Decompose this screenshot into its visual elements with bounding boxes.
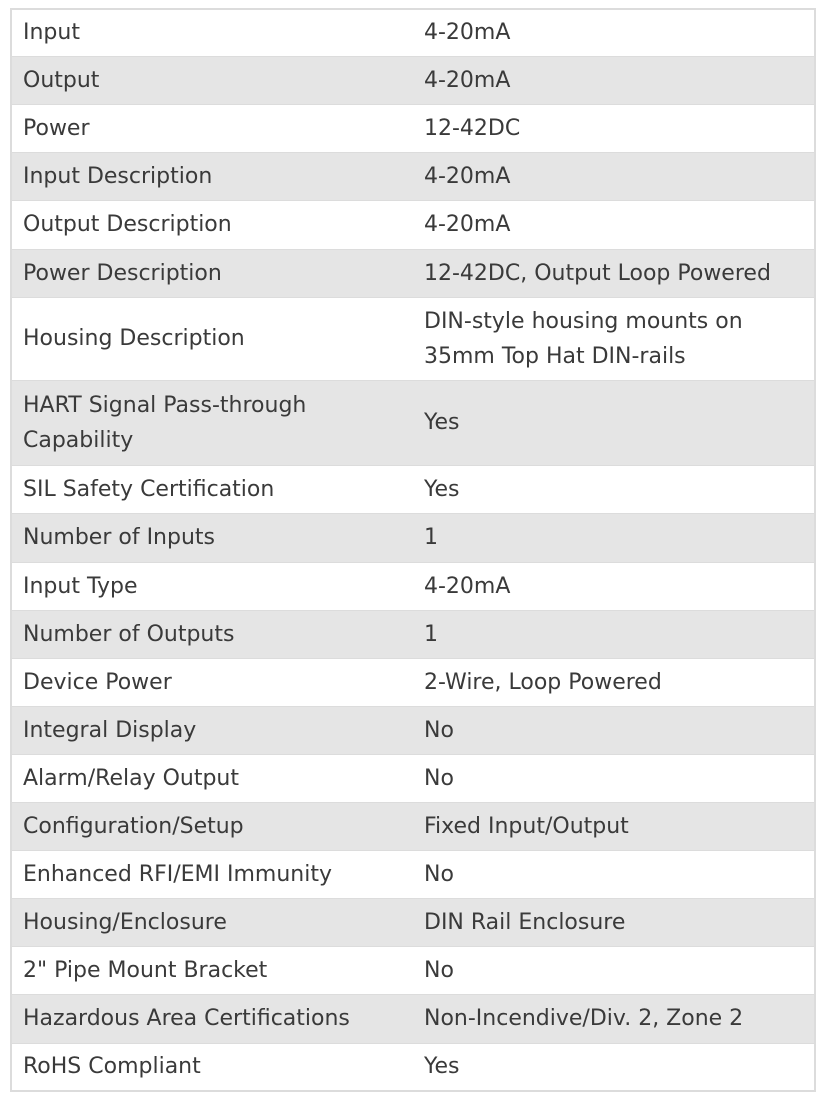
- spec-label: Output: [11, 56, 413, 104]
- spec-row: [11, 9, 815, 56]
- spec-value: DIN-style housing mounts on 35mm Top Hat DIN-rails: [413, 297, 815, 380]
- spec-label: Alarm/Relay Output: [11, 754, 413, 802]
- spec-value: Non-Incendive/Div. 2, Zone 2: [413, 994, 815, 1043]
- spec-value: 12-42DC, Output Loop Powered: [413, 249, 815, 297]
- spec-row: [11, 658, 815, 706]
- spec-value: 1: [413, 610, 815, 658]
- spec-row: [11, 200, 815, 249]
- spec-row: [11, 850, 815, 898]
- spec-label: Input: [11, 9, 413, 56]
- spec-value: 2-Wire, Loop Powered: [413, 658, 815, 706]
- spec-value: 1: [413, 513, 815, 562]
- spec-row: [11, 152, 815, 200]
- spec-row: [11, 802, 815, 850]
- spec-row: [11, 754, 815, 802]
- spec-row: [11, 104, 815, 152]
- spec-row: [11, 1043, 815, 1091]
- spec-value: No: [413, 850, 815, 898]
- spec-label: Input Type: [11, 562, 413, 610]
- spec-label: Housing Description: [11, 297, 413, 380]
- spec-row: [11, 513, 815, 562]
- spec-label: Power Description: [11, 249, 413, 297]
- spec-row: [11, 706, 815, 754]
- spec-row: [11, 610, 815, 658]
- spec-value: Yes: [413, 1043, 815, 1091]
- spec-row: [11, 562, 815, 610]
- spec-value: DIN Rail Enclosure: [413, 898, 815, 946]
- spec-label: Integral Display: [11, 706, 413, 754]
- spec-row: [11, 898, 815, 946]
- spec-value: 12-42DC: [413, 104, 815, 152]
- spec-value: Fixed Input/Output: [413, 802, 815, 850]
- spec-value: Yes: [413, 465, 815, 513]
- spec-row: [11, 297, 815, 380]
- spec-row: [11, 946, 815, 994]
- spec-label: HART Signal Pass-through Capability: [11, 380, 413, 465]
- spec-row: [11, 249, 815, 297]
- spec-value: No: [413, 946, 815, 994]
- spec-label: Configuration/Setup: [11, 802, 413, 850]
- spec-row: [11, 465, 815, 513]
- spec-label: 2" Pipe Mount Bracket: [11, 946, 413, 994]
- spec-row: [11, 380, 815, 465]
- spec-value: 4-20mA: [413, 9, 815, 56]
- spec-label: Input Description: [11, 152, 413, 200]
- spec-label: SIL Safety Certification: [11, 465, 413, 513]
- spec-label: Hazardous Area Certifications: [11, 994, 413, 1043]
- spec-value: No: [413, 754, 815, 802]
- spec-value: 4-20mA: [413, 562, 815, 610]
- spec-label: Number of Outputs: [11, 610, 413, 658]
- spec-value: No: [413, 706, 815, 754]
- spec-label: Number of Inputs: [11, 513, 413, 562]
- spec-row: [11, 56, 815, 104]
- spec-value: 4-20mA: [413, 152, 815, 200]
- specifications-table: [10, 8, 816, 1092]
- spec-label: RoHS Compliant: [11, 1043, 413, 1091]
- spec-label: Device Power: [11, 658, 413, 706]
- spec-value: 4-20mA: [413, 200, 815, 249]
- spec-label: Housing/Enclosure: [11, 898, 413, 946]
- spec-label: Output Description: [11, 200, 413, 249]
- spec-value: 4-20mA: [413, 56, 815, 104]
- spec-label: Power: [11, 104, 413, 152]
- spec-label: Enhanced RFI/EMI Immunity: [11, 850, 413, 898]
- spec-value: Yes: [413, 380, 815, 465]
- spec-row: [11, 994, 815, 1043]
